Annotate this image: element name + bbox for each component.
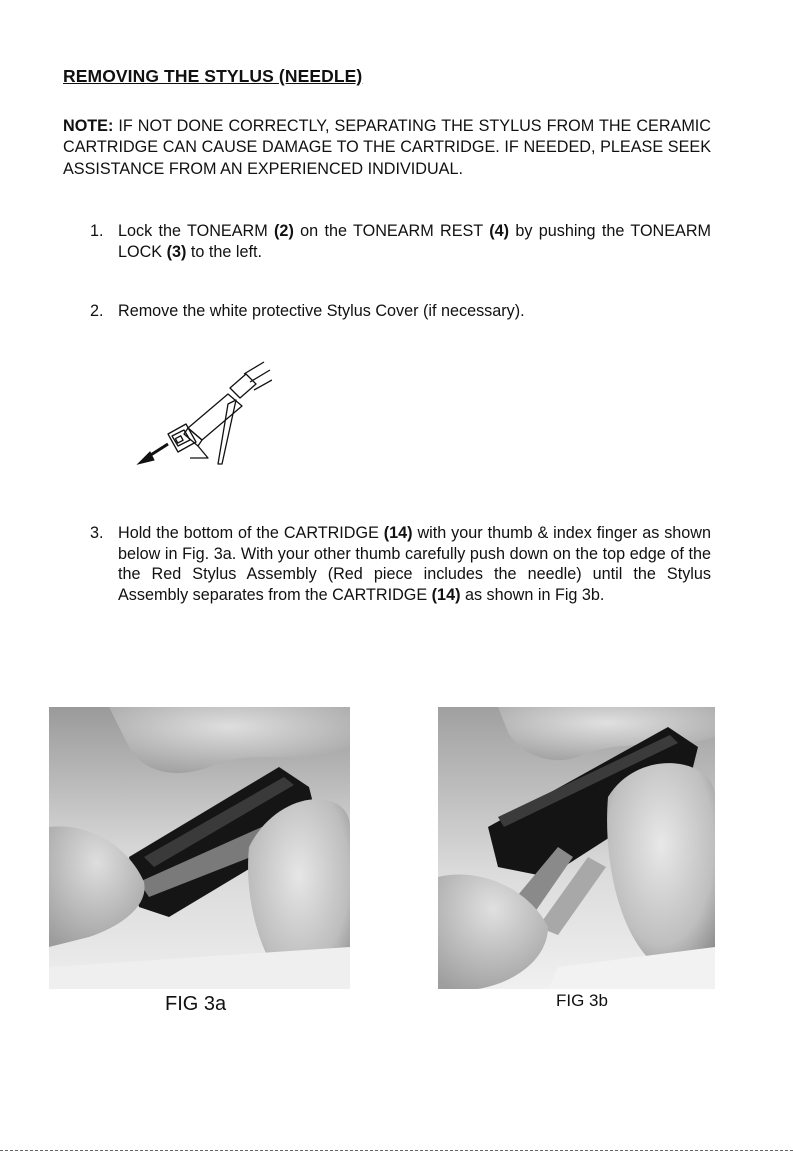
tonearm-rest-ref: (4) — [489, 222, 510, 240]
cartridge-ref: (14) — [383, 524, 413, 542]
step-text-segment: Lock the TONEARM — [118, 222, 275, 240]
tonearm-lock-ref: (3) — [166, 242, 187, 261]
step-1 — [90, 221, 711, 262]
step-text: Remove the white protective Stylus Cover (if necessary). — [118, 302, 525, 320]
note-text: IF NOT DONE CORRECTLY, SEPARATING THE STYLUS FROM THE CERAMIC CARTRIDGE CAN CAUSE DAMAGE TO THE CARTRIDGE. IF NEEDED, PLEASE SEEK ASSISTANCE FROM AN EXPERIENCED INDIVIDUAL. — [63, 117, 711, 178]
step-2 — [90, 301, 711, 322]
note-label: NOTE: — [63, 117, 114, 135]
step-number: 1. — [90, 222, 104, 240]
tonearm-ref: (2) — [274, 222, 294, 240]
figure-3a-photo — [49, 707, 350, 989]
figure-3b-photo — [438, 707, 715, 989]
step-text-segment: by pushing the TONEARM LOCK — [118, 222, 711, 261]
step-text-segment: as shown in Fig 3b. — [460, 585, 605, 604]
step-text-segment: with your thumb & index finger as shown below in Fig. 3a. With your other thumb carefully push down on the top edge of the the Red Stylus Assembly (Red piece includes the needle) until the Stylus Assembly separates from the CARTRIDGE — [118, 524, 711, 604]
figure-3a-caption: FIG 3a — [165, 993, 227, 1015]
page-bottom-rule — [0, 1150, 793, 1151]
step-text — [118, 523, 711, 605]
figure-3b-caption: FIG 3b — [556, 991, 608, 1010]
cartridge-ref: (14) — [431, 585, 461, 604]
step-3 — [90, 523, 711, 605]
step-text — [118, 221, 711, 262]
step-number: 3. — [90, 524, 104, 542]
stylus-cover-removal-icon — [132, 360, 272, 470]
step-number: 2. — [90, 302, 104, 320]
step-text-segment: to the left. — [186, 242, 262, 261]
section-heading: REMOVING THE STYLUS (NEEDLE) — [63, 66, 363, 86]
step-text-segment: on the TONEARM REST — [293, 222, 490, 240]
step-text-segment: Hold the bottom of the CARTRIDGE — [118, 524, 384, 542]
warning-note — [63, 116, 711, 180]
